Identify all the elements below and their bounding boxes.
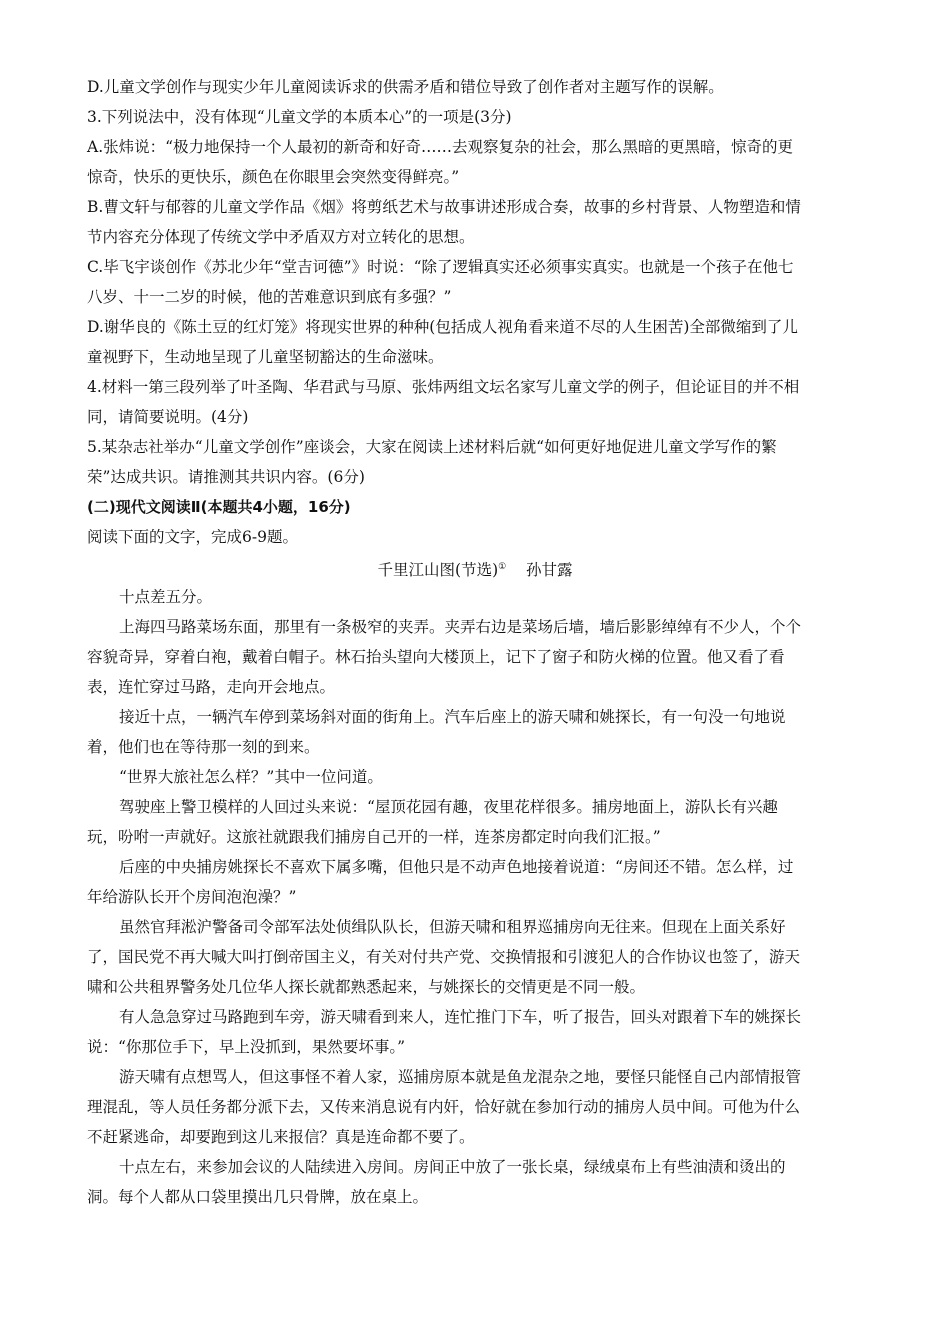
article-title-text: 千里江山图(节选) xyxy=(377,561,499,580)
q2-option-d: D.儿童文学创作与现实少年儿童阅读诉求的供需矛盾和错位导致了创作者对主题写作的误解。 xyxy=(87,78,724,96)
passage-line: 表，连忙穿过马路，走向开会地点。 xyxy=(87,678,336,696)
article-author: 孙甘露 xyxy=(525,561,573,580)
passage-line: 洞。每个人都从口袋里摸出几只骨牌，放在桌上。 xyxy=(87,1188,429,1206)
q3-option-c-line2: 八岁、十一二岁的时候，他的苦难意识到底有多强？” xyxy=(87,288,452,306)
q3-option-d-line1: D.谢华良的《陈土豆的红灯笼》将现实世界的种种(包括成人视角看来道不尽的人生困苦)全部微缩到了儿 xyxy=(87,318,798,336)
passage-line: 上海四马路菜场东面，那里有一条极窄的夹弄。夹弄右边是菜场后墙，墙后影影绰绰有不少人，个个 xyxy=(119,618,802,636)
q4-line1: 4.材料一第三段列举了叶圣陶、华君武与马原、张炜两组文坛名家写儿童文学的例子，但论证目的并不相 xyxy=(87,378,800,396)
article-title xyxy=(0,557,950,580)
q3-option-b-line1: B.曹文轩与郁蓉的儿童文学作品《烟》将剪纸艺术与故事讲述形成合奏，故事的乡村背景、人物塑造和情 xyxy=(87,198,801,216)
q3-option-a-line1: A.张炜说：“极力地保持一个人最初的新奇和好奇……去观察复杂的社会，那么黑暗的更黑暗，惊奇的更 xyxy=(87,138,794,156)
passage-line: 了，国民党不再大喊大叫打倒帝国主义，有关对付共产党、交换情报和引渡犯人的合作协议也签了，游天 xyxy=(87,948,801,966)
section-heading: (二)现代文阅读Ⅱ(本题共4小题，16分) xyxy=(87,498,351,516)
q3-option-b-line2: 节内容充分体现了传统文学中矛盾双方对立转化的思想。 xyxy=(87,228,475,246)
passage-line: 游天啸有点想骂人，但这事怪不着人家，巡捕房原本就是鱼龙混杂之地，要怪只能怪自己内部情报管 xyxy=(119,1068,802,1086)
passage-line: 后座的中央捕房姚探长不喜欢下属多嘴，但他只是不动声色地接着说道：“房间还不错。怎么样，过 xyxy=(119,858,794,876)
passage-line: 有人急急穿过马路跑到车旁，游天啸看到来人，连忙推门下车，听了报告，回头对跟着下车的姚探长 xyxy=(119,1008,802,1026)
passage-line: 接近十点，一辆汽车停到菜场斜对面的街角上。汽车后座上的游天啸和姚探长，有一句没一句地说 xyxy=(119,708,786,726)
passage-line: 不赶紧逃命，却要跑到这儿来报信？真是连命都不要了。 xyxy=(87,1128,475,1146)
passage-line: 驾驶座上警卫模样的人回过头来说：“屋顶花园有趣，夜里花样很多。捕房地面上，游队长有兴趣 xyxy=(119,798,778,816)
q5-line1: 5.某杂志社举办“儿童文学创作”座谈会，大家在阅读上述材料后就“如何更好地促进儿童文学写作的繁 xyxy=(87,438,777,456)
passage-line: 理混乱，等人员任务都分派下去，又传来消息说有内奸，恰好就在参加行动的捕房人员中间。可他为什么 xyxy=(87,1098,801,1116)
q4-line2: 同，请简要说明。(4分) xyxy=(87,408,249,426)
q3-option-a-line2: 惊奇，快乐的更快乐，颜色在你眼里会突然变得鲜亮。” xyxy=(87,168,460,186)
q3-option-d-line2: 童视野下，生动地呈现了儿童坚韧豁达的生命滋味。 xyxy=(87,348,444,366)
footnote-mark: ① xyxy=(498,562,507,572)
passage-line: 玩，吩咐一声就好。这旅社就跟我们捕房自己开的一样，连茶房都定时向我们汇报。” xyxy=(87,828,661,846)
section-instruction: 阅读下面的文字，完成6-9题。 xyxy=(87,528,298,546)
passage-line: 十点差五分。 xyxy=(119,588,213,606)
passage-line: 容貌奇异，穿着白袍，戴着白帽子。林石抬头望向大楼顶上，记下了窗子和防火梯的位置。他又看了看 xyxy=(87,648,785,666)
q3-stem: 3.下列说法中，没有体现“儿童文学的本质本心”的一项是(3分) xyxy=(87,108,512,126)
passage-line: 啸和公共租界警务处几位华人探长就都熟悉起来，与姚探长的交情更是不同一般。 xyxy=(87,978,646,996)
passage-line: “世界大旅社怎么样？”其中一位问道。 xyxy=(119,768,383,786)
passage-line: 十点左右，来参加会议的人陆续进入房间。房间正中放了一张长桌，绿绒桌布上有些油渍和烫出的 xyxy=(119,1158,786,1176)
passage-line: 说：“你那位手下，早上没抓到，果然要坏事。” xyxy=(87,1038,406,1056)
passage-line: 虽然官拜淞沪警备司令部军法处侦缉队队长，但游天啸和租界巡捕房向无往来。但现在上面关系好 xyxy=(119,918,786,936)
q5-line2: 荣”达成共识。请推测其共识内容。(6分) xyxy=(87,468,365,486)
passage-line: 年给游队长开个房间泡泡澡？” xyxy=(87,888,297,906)
q3-option-c-line1: C.毕飞宇谈创作《苏北少年“堂吉诃德”》时说：“除了逻辑真实还必须事实真实。也就是一个孩子在他七 xyxy=(87,258,794,276)
passage-line: 着，他们也在等待那一刻的到来。 xyxy=(87,738,320,756)
